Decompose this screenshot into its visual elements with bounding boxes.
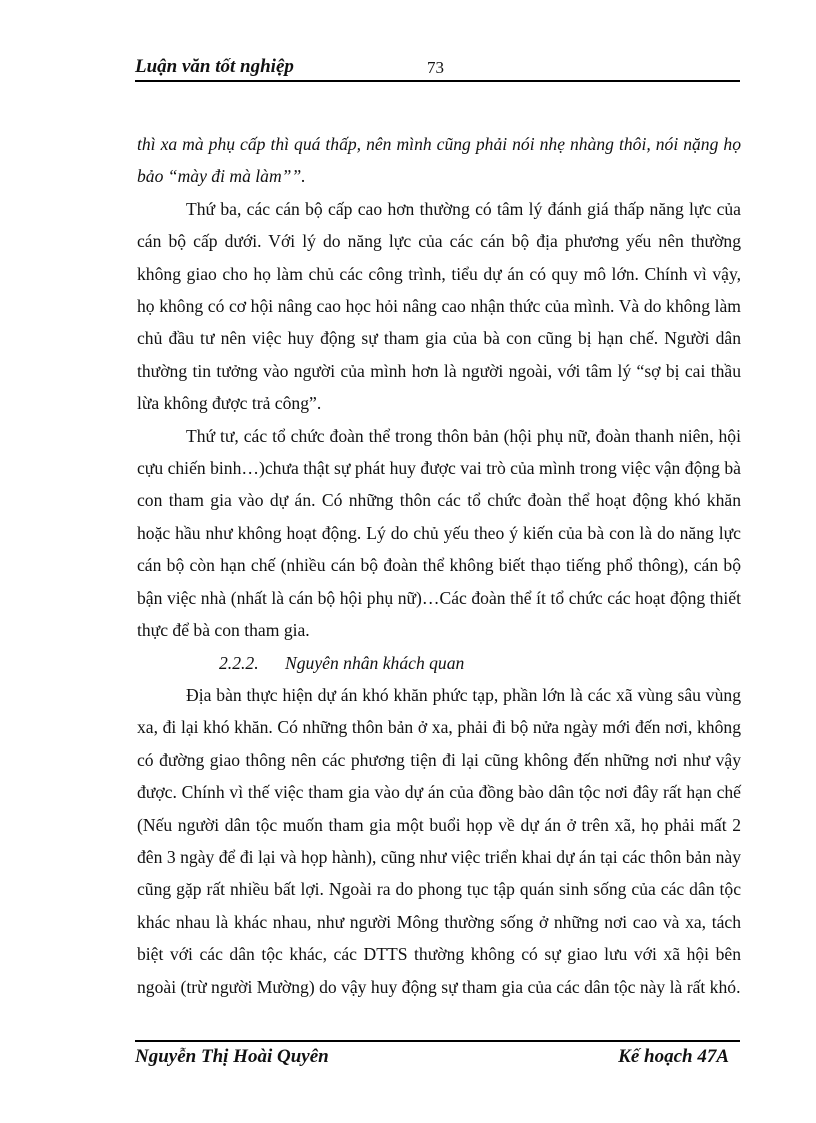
paragraph-quote-continuation: thì xa mà phụ cấp thì quá thấp, nên mình cũng phải nói nhẹ nhàng thôi, nói nặng họ bảo “mày đi mà làm””. [137, 134, 741, 187]
footer-author: Nguyễn Thị Hoài Quyên [135, 1046, 329, 1067]
footer-class: Kế hoạch 47A [618, 1046, 729, 1067]
header-divider [135, 80, 740, 82]
paragraph-objective-causes: Địa bàn thực hiện dự án khó khăn phức tạp, phần lớn là các xã vùng sâu vùng xa, đi lại khó khăn. Có những thôn bản ở xa, phải đi bộ nửa ngày mới đến nơi, không có đường giao thông nên các phương tiện đi lại cũng không đến những nơi như vậy được. Chính vì thế việc tham gia vào dự án của đồng bào dân tộc nơi đây rất hạn chế (Nếu người dân tộc muốn tham gia một buổi họp về dự án ở trên xã, họ phải mất 2 đên 3 ngày để đi lại và họp hành), cũng như việc triển khai dự án tại các thôn bản này cũng gặp rất nhiều bất lợi. Ngoài ra do phong tục tập quán sinh sống của các dân tộc khác nhau là khác nhau, như người Mông thường sống ở những nơi cao và xa, tách biệt với các dân tộc khác, các DTTS thường không có sự giao lưu với xã hội bên ngoài (trừ người Mường) do vậy huy động sự tham gia của các dân tộc này là rất khó. [137, 684, 741, 997]
section-heading [137, 647, 741, 679]
section-number: 2.2.2. [219, 652, 259, 673]
footer-divider [135, 1040, 740, 1042]
document-body [137, 128, 741, 1003]
header-title: Luận văn tốt nghiệp [135, 56, 294, 77]
paragraph-fourth-reason: Thứ tư, các tổ chức đoàn thể trong thôn bản (hội phụ nữ, đoàn thanh niên, hội cựu chiến binh…)chưa thật sự phát huy được vai trò của mình trong việc vận động bà con tham gia vào dự án. Có những thôn các tổ chức đoàn thể hoạt động khó khăn hoặc hầu như không hoạt động. Lý do chủ yếu theo ý kiến của bà con là do năng lực cán bộ còn hạn chế (nhiều cán bộ đoàn thể không biết thạo tiếng phổ thông), cán bộ bận việc nhà (nhất là cán bộ hội phụ nữ)…Các đoàn thể ít tổ chức các hoạt động thiết thực để bà con tham gia. [137, 425, 741, 641]
section-title: Nguyên nhân khách quan [285, 652, 465, 673]
page-number: 73 [427, 58, 444, 77]
paragraph-third-reason: Thứ ba, các cán bộ cấp cao hơn thường có tâm lý đánh giá thấp năng lực của cán bộ cấp dưới. Với lý do năng lực của các cán bộ địa phương yếu nên thường không giao cho họ làm chủ các công trình, tiểu dự án có quy mô lớn. Chính vì vậy, họ không có cơ hội nâng cao học hỏi nâng cao nhận thức của mình. Và do không làm chủ đầu tư nên việc huy động sự tham gia của bà con cũng bị hạn chế. Người dân thường tin tưởng vào người của mình hơn là người ngoài, với tâm lý “sợ bị cai thầu lừa không được trả công”. [137, 198, 741, 414]
